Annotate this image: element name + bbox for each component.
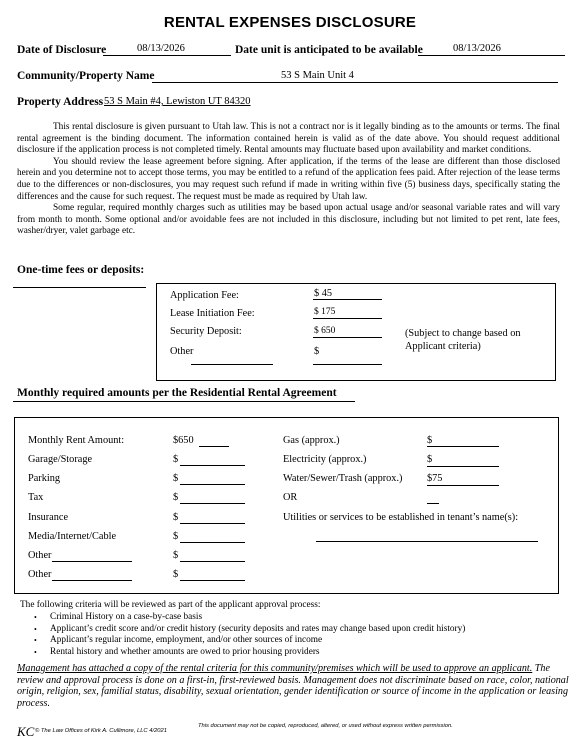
monthly-rent-value: $650: [173, 435, 194, 446]
electricity-label: Electricity (approx.): [283, 454, 367, 465]
or-label: OR: [283, 492, 298, 503]
list-item: • Applicant’s regular income, employment, and/or other sources of income: [30, 635, 560, 647]
gas-value: $: [427, 435, 433, 446]
water-sewer-trash-label: Water/Sewer/Trash (approx.): [283, 473, 403, 484]
other-fee-value: $: [314, 346, 320, 357]
divider: [13, 401, 355, 402]
tax-value: $: [173, 492, 179, 503]
electricity-field[interactable]: [427, 456, 499, 467]
other-1-name-field[interactable]: [52, 561, 132, 562]
monthly-rent-field[interactable]: [199, 446, 229, 447]
media-internet-cable-field[interactable]: [180, 542, 245, 543]
parking-label: Parking: [28, 473, 61, 484]
garage-storage-field[interactable]: [180, 465, 245, 466]
tax-field[interactable]: [180, 503, 245, 504]
gas-field[interactable]: [427, 436, 499, 447]
security-deposit-label: Security Deposit:: [170, 326, 242, 337]
lease-initiation-fee-value: $ 175: [314, 307, 336, 317]
one-time-fees-heading: One-time fees or deposits:: [17, 264, 145, 276]
other-1-value: $: [173, 550, 179, 561]
management-statement-rest: The review and approval process is done on a first-in, first-reviewed basis. Management does not discriminate based on race, color, national origin, religion, sex, familial status, disability, sexual orientation, gender identification or source of income in the application or leasing process.: [17, 663, 569, 710]
tenant-utilities-label: Utilities or services to be established in tenant’s name(s):: [283, 512, 519, 523]
subject-to-change-note: (Subject to change based on Applicant criteria): [405, 328, 521, 352]
other-2-name-field[interactable]: [52, 580, 132, 581]
garage-storage-value: $: [173, 454, 179, 465]
application-fee-label: Application Fee:: [170, 290, 239, 301]
community-name-field[interactable]: [152, 72, 558, 83]
management-statement-underlined: Management has attached a copy of the rental criteria for this community/premises which will be used to approve an applicant.: [17, 663, 533, 674]
criteria-intro: The following criteria will be reviewed as part of the applicant approval process:: [20, 600, 321, 610]
water-sewer-trash-field[interactable]: [427, 475, 499, 486]
insurance-label: Insurance: [28, 512, 69, 523]
electricity-value: $: [427, 454, 433, 465]
insurance-field[interactable]: [180, 523, 245, 524]
disclosure-text: [17, 122, 560, 238]
other-2-field[interactable]: [180, 580, 245, 581]
other-fee-label: Other: [170, 346, 194, 357]
other-1-label: Other: [28, 550, 52, 561]
or-checkbox-line[interactable]: [427, 503, 439, 504]
firm-logo-text: KC: [17, 724, 35, 739]
tenant-utilities-field[interactable]: [316, 541, 538, 542]
other-fee-field[interactable]: [313, 364, 382, 365]
list-item: • Rental history and whether amounts are owed to prior housing providers: [30, 647, 560, 659]
media-internet-cable-label: Media/Internet/Cable: [28, 531, 117, 542]
available-date-label: Date unit is anticipated to be available: [235, 44, 423, 56]
media-internet-cable-value: $: [173, 531, 179, 542]
other-2-value: $: [173, 569, 179, 580]
list-item: • Criminal History on a case-by-case basis: [30, 612, 560, 624]
water-sewer-trash-value: $75: [427, 473, 443, 484]
monthly-amounts-heading: Monthly required amounts per the Residential Rental Agreement: [17, 387, 337, 399]
paragraph-legal: This rental disclosure is given pursuant to Utah law. This is not a contract nor is it legally binding as to the amounts or terms. The final rental agreement is the binding document. The information contained herein is valid as of the date above. You should request additional disclosure if the application process is not completed timely. Rental amounts may fluctuate based upon availability and market conditions.: [17, 122, 560, 156]
property-address-value: 53 S Main #4, Lewiston UT 84320: [104, 96, 251, 107]
community-name-value: 53 S Main Unit 4: [281, 70, 354, 81]
application-fee-value: $ 45: [314, 288, 333, 299]
page-title: RENTAL EXPENSES DISCLOSURE: [163, 14, 417, 31]
date-of-disclosure-label: Date of Disclosure: [17, 44, 107, 56]
lease-initiation-fee-label: Lease Initiation Fee:: [170, 308, 255, 319]
garage-storage-label: Garage/Storage: [28, 454, 93, 465]
parking-field[interactable]: [180, 484, 245, 485]
criteria-list: [30, 612, 560, 658]
property-address-label: Property Address: [17, 96, 104, 108]
security-deposit-value: $ 650: [314, 326, 336, 336]
community-name-label: Community/Property Name: [17, 70, 155, 82]
copy-restriction-notice: This document may not be copied, reproduced, altered, or used without express written permission.: [198, 723, 453, 729]
other-fee-name-field[interactable]: [191, 364, 273, 365]
paragraph-review: You should review the lease agreement before signing. After application, if the terms of the lease are different than those disclosed herein and you determine not to accept those terms, you may be entitled to a refund of the application fees paid. After rejection of the lease terms due to the differences or non-disclosures, you may request such refund if made in writing within five (5) business days, specifically stating the differences and the cause for such request. The request must be made as required by Utah law.: [17, 156, 560, 202]
insurance-value: $: [173, 512, 179, 523]
divider: [13, 287, 146, 288]
other-2-label: Other: [28, 569, 52, 580]
other-1-field[interactable]: [180, 561, 245, 562]
parking-value: $: [173, 473, 179, 484]
monthly-rent-label: Monthly Rent Amount:: [28, 435, 125, 446]
date-of-disclosure-value: 08/13/2026: [137, 43, 185, 54]
list-item: • Applicant’s credit score and/or credit history (security deposits and rates may change based upon credit history): [30, 624, 560, 636]
available-date-value: 08/13/2026: [453, 43, 501, 54]
copyright-notice: © The Law Offices of Kirk A. Cullimore, LLC 4/2021: [35, 728, 167, 734]
tax-label: Tax: [28, 492, 44, 503]
paragraph-charges: Some regular, required monthly charges such as utilities may be based upon actual usage and/or seasonal variable rates and will vary from month to month. Some optional and/or avoidable fees are not included in this disclosure, including but not limited to pet rent, late fees, washer/dryer, valet garbage etc.: [17, 203, 560, 237]
gas-label: Gas (approx.): [283, 435, 340, 446]
management-statement: [17, 663, 577, 710]
